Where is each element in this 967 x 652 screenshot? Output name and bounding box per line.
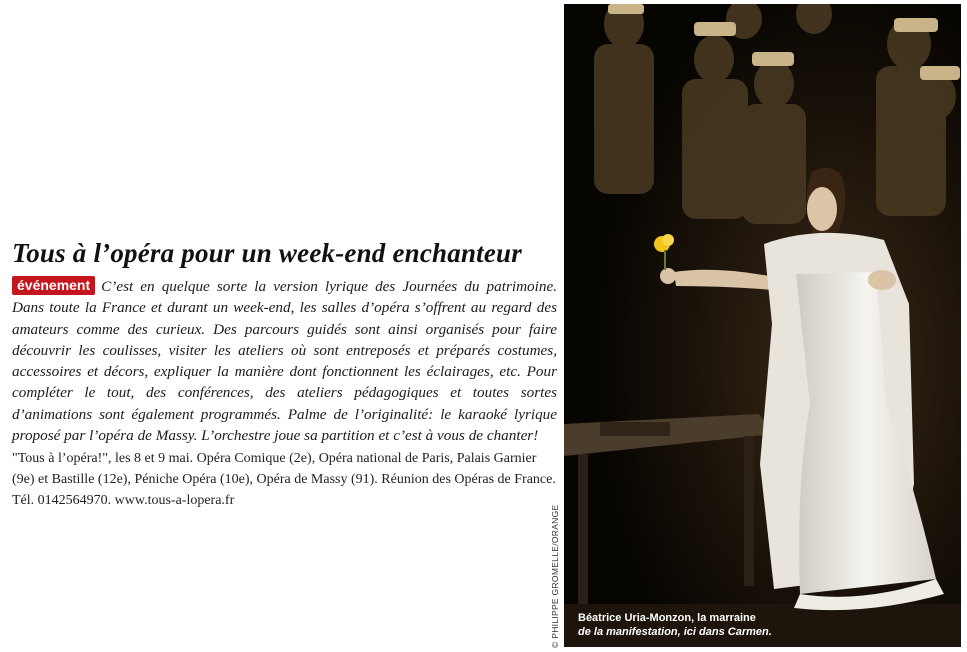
- category-badge: événement: [12, 276, 95, 295]
- photo-caption: [578, 611, 958, 639]
- article: [12, 238, 557, 511]
- photo-credit-text: © PHILIPPE GROMELLE/ORANGE: [550, 504, 560, 648]
- article-body: [12, 276, 557, 446]
- opera-photo-illustration: [564, 4, 961, 647]
- article-body-text: C’est en quelque sorte la version lyrique des Journées du patrimoine. Dans toute la France et durant un week-end, les salles d’opéra s’offrent au regard des amateurs comme des curieux. Des parcours guidés sont ainsi organisés pour faire découvrir les coulisses, visiter les ateliers où sont entreposés et préparés costumes, accessoires et décors, expliquer la manière dont fonctionnent les éclairages, etc. Pour compléter le tout, des conférences, des ateliers pédagogiques et toutes sortes d’animations sont également programmés. Palme de l’originalité: le karaoké lyrique proposé par l’opéra de Massy. L’orchestre joue sa partition et c’est à vous de chanter!: [12, 278, 557, 445]
- caption-line-1: Béatrice Uria-Monzon, la marraine: [578, 612, 756, 624]
- opera-photo: [564, 4, 961, 647]
- photo-credit: [549, 504, 563, 652]
- event-info: "Tous à l’opéra!", les 8 et 9 mai. Opéra Comique (2e), Opéra national de Paris, Palais Garnier (9e) et Bastille (12e), Péniche Opéra (10e), Opéra de Massy (91). Réunion des Opéras de France. Tél. 0142564970. www.tous-a-lopera.fr: [12, 451, 556, 509]
- article-title: Tous à l’opéra pour un week-end enchanteur: [12, 238, 522, 268]
- caption-line-2: de la manifestation, ici dans Carmen.: [578, 626, 772, 638]
